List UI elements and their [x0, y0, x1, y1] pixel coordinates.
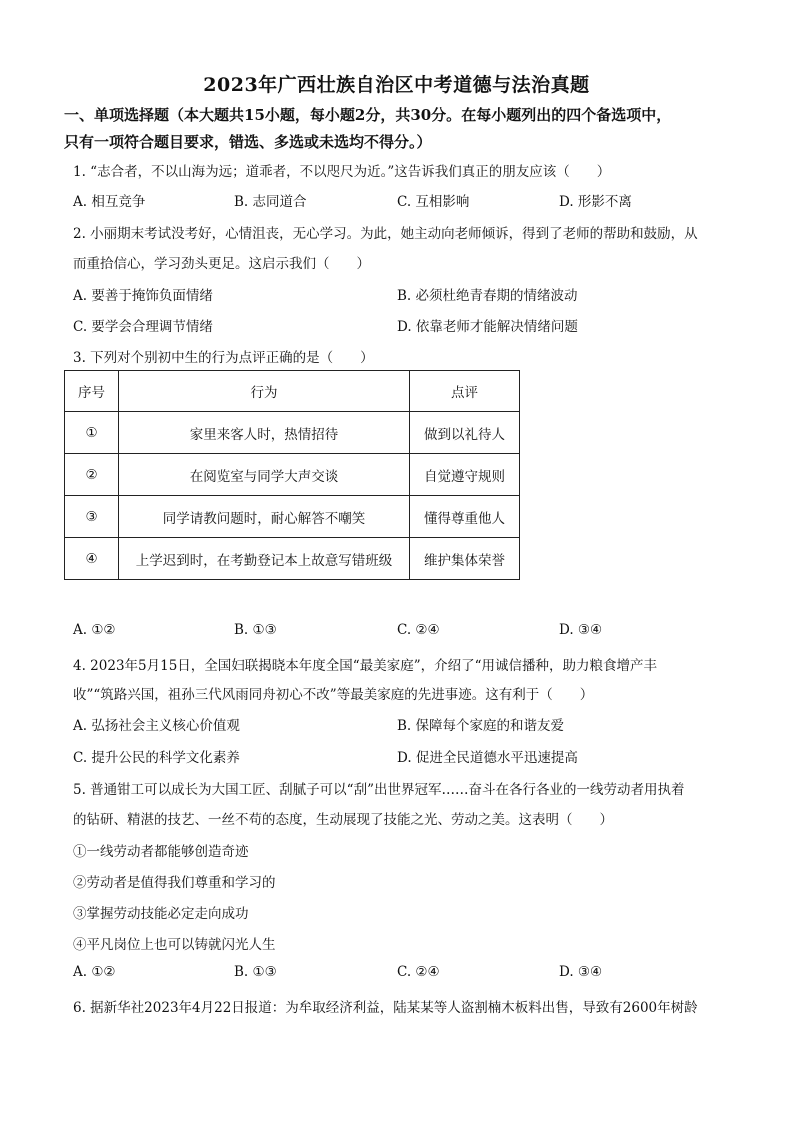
table-row [65, 496, 520, 538]
q3-table [64, 370, 520, 580]
q5-option-b: B. ①③ [234, 964, 277, 980]
table-row [65, 454, 520, 496]
q4-stem-line1: 4. 2023年5月15日，全国妇联揭晓本年度全国“最美家庭”，介绍了“用诚信播种，助力粮食增产丰 [73, 658, 657, 674]
q1-option-a: A. 相互竞争 [73, 194, 146, 210]
q2-option-b: B. 必须杜绝青春期的情绪波动 [397, 288, 578, 304]
q3-stem: 3. 下列对个别初中生的行为点评正确的是（ ） [73, 350, 374, 366]
section-heading-line2: 只有一项符合题目要求，错选、多选或未选均不得分。） [64, 133, 432, 151]
table-cell: ① [65, 412, 119, 454]
q1-option-b: B. 志同道合 [234, 194, 307, 210]
table-cell: 做到以礼待人 [410, 412, 520, 454]
q2-option-a: A. 要善于掩饰负面情绪 [73, 288, 213, 304]
q5-option-c: C. ②④ [397, 964, 440, 980]
table-row [65, 538, 520, 580]
q2-option-c: C. 要学会合理调节情绪 [73, 319, 213, 335]
table-cell: ④ [65, 538, 119, 580]
q1-option-c: C. 互相影响 [397, 194, 470, 210]
q5-statement-3: ③掌握劳动技能必定走向成功 [73, 906, 249, 922]
q1-stem: 1. “志合者，不以山海为远；道乖者，不以咫尺为近。”这告诉我们真正的朋友应该（ ） [73, 164, 611, 180]
q5-option-a: A. ①② [73, 964, 116, 980]
q2-stem-line1: 2. 小丽期末考试没考好，心情沮丧，无心学习。为此，她主动向老师倾诉，得到了老师的帮助和鼓励，从 [73, 226, 698, 242]
table-cell: 在阅览室与同学大声交谈 [119, 454, 410, 496]
table-cell: 懂得尊重他人 [410, 496, 520, 538]
table-row [65, 412, 520, 454]
table-header-cell: 点评 [410, 371, 520, 412]
q4-option-a: A. 弘扬社会主义核心价值观 [73, 718, 240, 734]
table-cell: 上学迟到时，在考勤登记本上故意写错班级 [119, 538, 410, 580]
q4-option-d: D. 促进全民道德水平迅速提高 [397, 750, 578, 766]
table-cell: 家里来客人时，热情招待 [119, 412, 410, 454]
table-cell: ② [65, 454, 119, 496]
table-cell: 维护集体荣誉 [410, 538, 520, 580]
q3-option-b: B. ①③ [234, 622, 277, 638]
table-header-row [65, 371, 520, 412]
q5-statement-4: ④平凡岗位上也可以铸就闪光人生 [73, 937, 276, 953]
q3-option-a: A. ①② [73, 622, 116, 638]
table-cell: 自觉遵守规则 [410, 454, 520, 496]
q2-stem-line2: 而重拾信心，学习劲头更足。这启示我们（ ） [73, 256, 370, 272]
q5-statement-2: ②劳动者是值得我们尊重和学习的 [73, 875, 276, 891]
q4-option-c: C. 提升公民的科学文化素养 [73, 750, 240, 766]
q3-option-c: C. ②④ [397, 622, 440, 638]
page-title: 2023年广西壮族自治区中考道德与法治真题 [203, 74, 590, 96]
q2-option-d: D. 依靠老师才能解决情绪问题 [397, 319, 578, 335]
table-header-cell: 行为 [119, 371, 410, 412]
q5-stem-line2: 的钻研、精湛的技艺、一丝不苟的态度，生动展现了技能之光、劳动之美。这表明（ ） [73, 812, 613, 828]
table-header-cell: 序号 [65, 371, 119, 412]
q5-stem-line1: 5. 普通钳工可以成长为大国工匠、刮腻子可以“刮”出世界冠军……奋斗在各行各业的一线劳动者用执着 [73, 782, 685, 798]
q5-statement-1: ①一线劳动者都能够创造奇迹 [73, 844, 249, 860]
table-cell: 同学请教问题时，耐心解答不嘲笑 [119, 496, 410, 538]
section-heading-line1: 一、单项选择题（本大题共15小题，每小题2分，共30分。在每小题列出的四个备选项中， [64, 106, 672, 124]
table-cell: ③ [65, 496, 119, 538]
q6-stem-line1: 6. 据新华社2023年4月22日报道：为牟取经济利益，陆某某等人盗割楠木板料出售，导致有2600年树龄 [73, 1000, 698, 1016]
q4-option-b: B. 保障每个家庭的和谐友爱 [397, 718, 565, 734]
q1-option-d: D. 形影不离 [559, 194, 632, 210]
q5-option-d: D. ③④ [559, 964, 603, 980]
q3-option-d: D. ③④ [559, 622, 603, 638]
q4-stem-line2: 收”“筑路兴国，祖孙三代风雨同舟初心不改”等最美家庭的先进事迹。这有利于（ ） [73, 687, 594, 703]
